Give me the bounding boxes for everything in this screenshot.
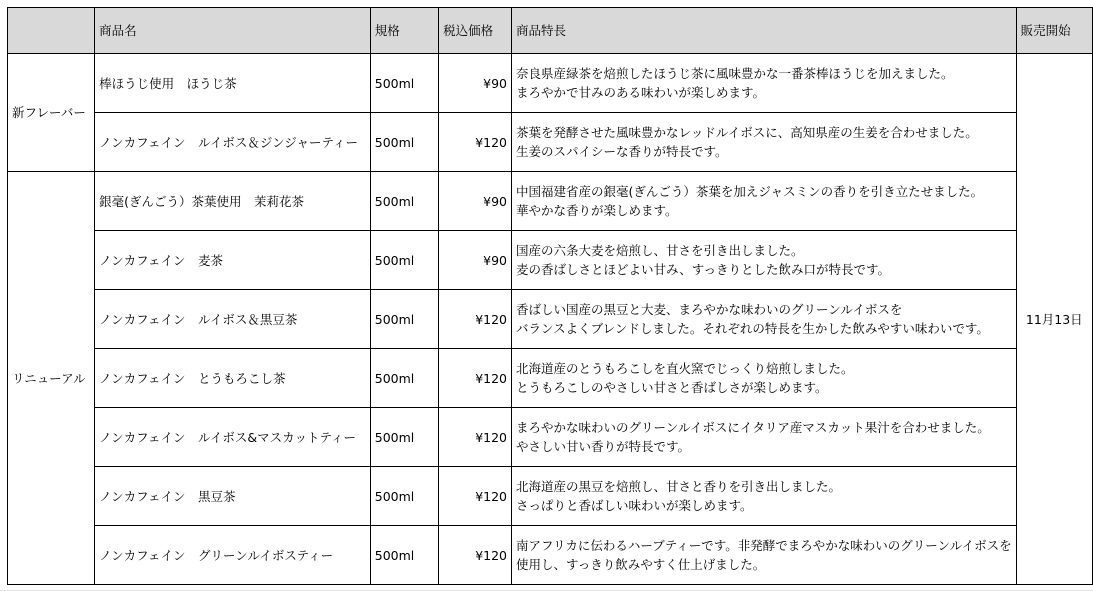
product-features[interactable] — [512, 349, 1017, 408]
product-size[interactable]: 500ml — [370, 54, 438, 113]
product-size[interactable]: 500ml — [370, 113, 438, 172]
product-size[interactable]: 500ml — [370, 408, 438, 467]
header-name[interactable]: 商品名 — [95, 8, 371, 54]
table-row — [8, 349, 1093, 408]
features-line: まろやかな味わいのグリーンルイボスにイタリア産マスカット果汁を合わせました。 — [516, 420, 990, 435]
product-name[interactable]: 棒ほうじ使用 ほうじ茶 — [95, 54, 371, 113]
features-line: 北海道産の黒豆を焙煎し、甘さと香りを引き出しました。 — [516, 479, 842, 494]
features-line: 麦の香ばしさとほどよい甘み、すっきりとした飲み口が特長です。 — [516, 262, 891, 277]
product-name[interactable]: ノンカフェイン ルイボス＆ジンジャーティー — [95, 113, 371, 172]
features-line: 国産の六条大麦を焙煎し、甘さを引き出しました。 — [516, 243, 804, 258]
product-size[interactable]: 500ml — [370, 290, 438, 349]
features-line: 香ばしい国産の黒豆と大麦、まろやかな味わいのグリーンルイボスを — [516, 302, 903, 317]
table-row — [8, 172, 1093, 231]
header-features[interactable]: 商品特長 — [512, 8, 1017, 54]
product-price[interactable]: ¥90 — [439, 172, 512, 231]
features-line: 北海道産のとうもろこしを直火窯でじっくり焙煎しました。 — [516, 361, 854, 376]
product-features[interactable] — [512, 113, 1017, 172]
table-row — [8, 408, 1093, 467]
product-size[interactable]: 500ml — [370, 349, 438, 408]
product-features[interactable] — [512, 526, 1017, 585]
product-name[interactable]: ノンカフェイン 黒豆茶 — [95, 467, 371, 526]
product-table — [7, 7, 1093, 585]
header-row — [8, 8, 1093, 54]
product-features[interactable] — [512, 172, 1017, 231]
product-name[interactable]: ノンカフェイン ルイボス＆黒豆茶 — [95, 290, 371, 349]
product-price[interactable]: ¥120 — [439, 113, 512, 172]
features-line: 華やかな香りが楽しめます。 — [516, 203, 678, 218]
header-size[interactable]: 規格 — [370, 8, 438, 54]
group-new-flavor[interactable]: 新フレーバー — [8, 54, 95, 172]
table-row — [8, 526, 1093, 585]
product-features[interactable] — [512, 290, 1017, 349]
product-name[interactable]: ノンカフェイン とうもろこし茶 — [95, 349, 371, 408]
product-features[interactable] — [512, 231, 1017, 290]
product-name[interactable]: 銀毫(ぎんごう）茶葉使用 茉莉花茶 — [95, 172, 371, 231]
product-name[interactable]: ノンカフェイン ルイボス&マスカットティー — [95, 408, 371, 467]
product-price[interactable]: ¥120 — [439, 526, 512, 585]
table-row — [8, 231, 1093, 290]
header-start[interactable]: 販売開始 — [1016, 8, 1092, 54]
features-line: まろやかで甘みのある味わいが楽しめます。 — [516, 85, 766, 100]
product-features[interactable] — [512, 467, 1017, 526]
table-row — [8, 290, 1093, 349]
table-row — [8, 467, 1093, 526]
group-renewal[interactable]: リニューアル — [8, 172, 95, 585]
product-price[interactable]: ¥90 — [439, 54, 512, 113]
product-price[interactable]: ¥120 — [439, 349, 512, 408]
header-category[interactable] — [8, 8, 95, 54]
product-size[interactable]: 500ml — [370, 467, 438, 526]
product-price[interactable]: ¥120 — [439, 408, 512, 467]
product-name[interactable]: ノンカフェイン グリーンルイボスティー — [95, 526, 371, 585]
table-row — [8, 54, 1093, 113]
features-line: 奈良県産緑茶を焙煎したほうじ茶に風味豊かな一番茶棒ほうじを加えました。 — [516, 66, 954, 81]
product-price[interactable]: ¥120 — [439, 290, 512, 349]
product-name[interactable]: ノンカフェイン 麦茶 — [95, 231, 371, 290]
sale-start-date[interactable]: 11月13日 — [1016, 54, 1092, 585]
features-line: 使用し、すっきり飲みやすく仕上げました。 — [516, 557, 766, 572]
product-size[interactable]: 500ml — [370, 526, 438, 585]
product-price[interactable]: ¥120 — [439, 467, 512, 526]
features-line: 中国福建省産の銀毫(ぎんごう）茶葉を加えジャスミンの香りを引き立たせました。 — [516, 184, 984, 199]
features-line: バランスよくブレンドしました。それぞれの特長を生かした飲みやすい味わいです。 — [516, 321, 989, 336]
table-row — [8, 113, 1093, 172]
features-line: 生姜のスパイシーな香りが特長です。 — [516, 144, 728, 159]
product-size[interactable]: 500ml — [370, 172, 438, 231]
product-price[interactable]: ¥90 — [439, 231, 512, 290]
features-line: やさしい甘い香りが特長です。 — [516, 439, 691, 454]
features-line: とうもろこしのやさしい甘さと香ばしさが楽しめます。 — [516, 380, 828, 395]
product-features[interactable] — [512, 408, 1017, 467]
features-line: 茶葉を発酵させた風味豊かなレッドルイボスに、高知県産の生姜を合わせました。 — [516, 125, 978, 140]
header-price[interactable]: 税込価格 — [439, 8, 512, 54]
product-features[interactable] — [512, 54, 1017, 113]
product-size[interactable]: 500ml — [370, 231, 438, 290]
features-line: 南アフリカに伝わるハーブティーです。非発酵でまろやかな味わいのグリーンルイボスを — [516, 538, 1012, 553]
features-line: さっぱりと香ばしい味わいが楽しめます。 — [516, 498, 753, 513]
